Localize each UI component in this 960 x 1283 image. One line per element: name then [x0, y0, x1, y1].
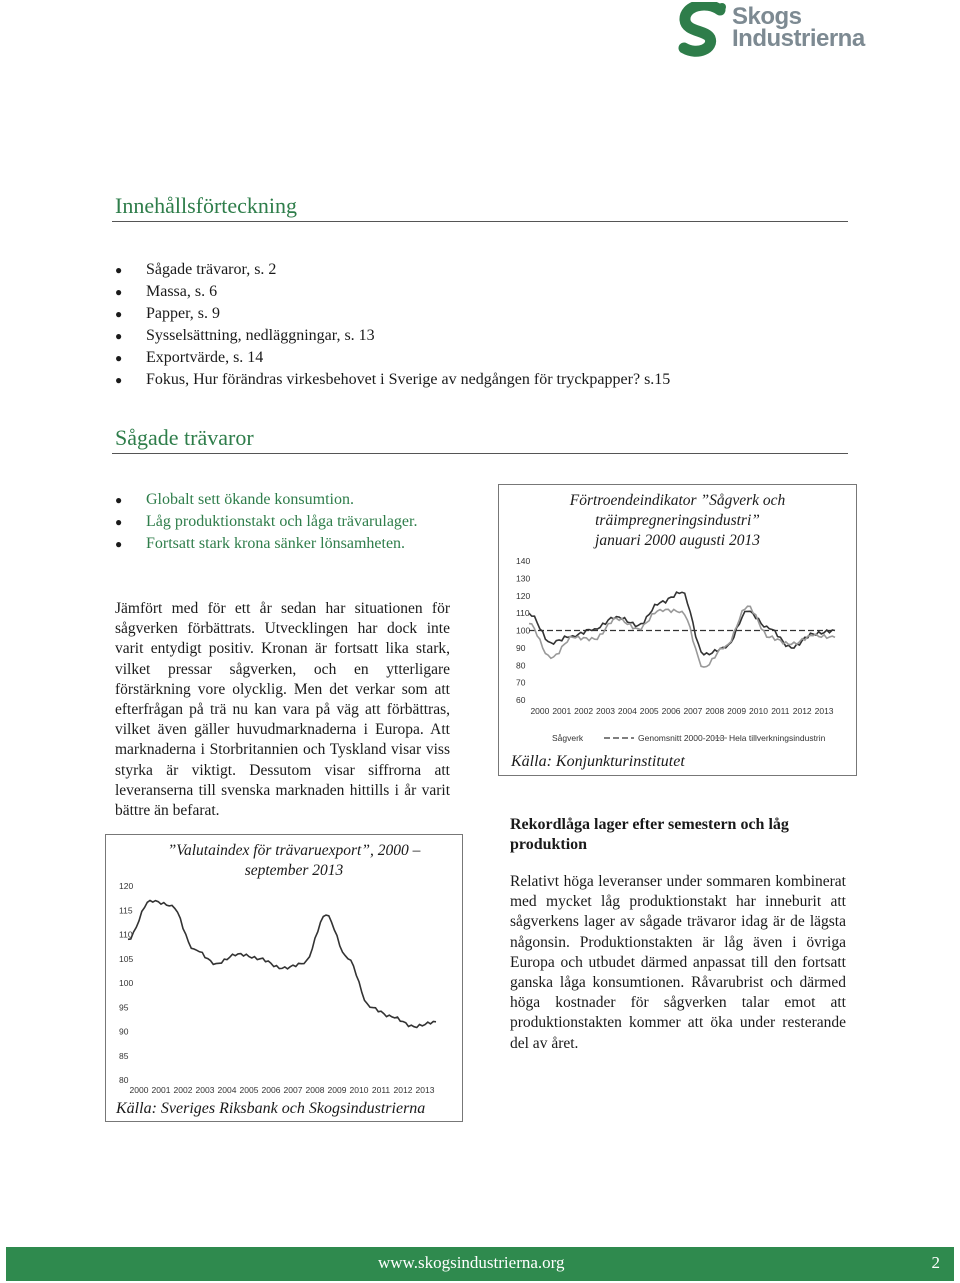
- section-bullet: ● Globalt sett ökande konsumtion.: [115, 489, 455, 511]
- confidence-chart-x-tick-label: 2005: [639, 706, 659, 716]
- confidence-chart-legend-label: Sågverk: [552, 733, 584, 743]
- currency-chart-y-tick-label: 95: [119, 1002, 129, 1013]
- confidence-chart-legend-label: Genomsnitt 2000-2013: [638, 733, 725, 743]
- confidence-chart-y-tick-label: 60: [516, 695, 526, 705]
- confidence-chart-x-tick-label: 2000: [530, 706, 550, 716]
- confidence-chart: [499, 485, 856, 755]
- confidence-chart-y-tick-label: 140: [516, 556, 531, 566]
- currency-chart-x-tick-label: 2003: [195, 1085, 215, 1095]
- toc-item: ● Massa, s. 6: [115, 281, 835, 303]
- currency-chart-y-tick-label: 100: [119, 978, 134, 988]
- toc-title: Innehållsförteckning: [115, 193, 298, 218]
- confidence-chart-x-tick-label: 2009: [727, 706, 747, 716]
- logo-line1: Skogs: [732, 3, 802, 30]
- logo-line2: Industrierna: [732, 25, 865, 52]
- section-bullets: [115, 489, 455, 555]
- confidence-chart-title-line: träimpregneringsindustri”: [595, 512, 760, 529]
- confidence-chart-title-line: januari 2000 augusti 2013: [595, 532, 760, 549]
- currency-chart-y-tick-label: 85: [119, 1050, 129, 1061]
- currency-chart-x-tick-label: 2006: [261, 1085, 281, 1095]
- currency-chart-x-tick-label: 2011: [371, 1085, 391, 1095]
- confidence-chart-legend-label: Hela tillverkningsindustrin: [729, 733, 826, 743]
- currency-chart-x-tick-label: 2007: [283, 1085, 303, 1095]
- currency-chart-title-line: ”Valutaindex för trävaruexport”, 2000 –: [167, 842, 421, 859]
- section-bullet: ● Fortsatt stark krona sänker lönsamheten.: [115, 533, 455, 555]
- confidence-chart-y-tick-label: 100: [516, 625, 531, 636]
- page-number: 2: [931, 1253, 940, 1272]
- confidence-chart-x-tick-label: 2007: [683, 706, 703, 716]
- currency-chart-title-line: september 2013: [244, 862, 344, 879]
- currency-chart-x-tick-label: 2004: [217, 1085, 237, 1095]
- currency-chart-x-tick-label: 2008: [305, 1085, 325, 1095]
- currency-chart-x-tick-label: 2009: [327, 1085, 347, 1095]
- currency-chart-x-tick-label: 2010: [349, 1085, 369, 1095]
- confidence-chart-x-tick-label: 2012: [792, 706, 812, 716]
- confidence-chart-y-tick-label: 80: [516, 660, 526, 671]
- confidence-chart-x-tick-label: 2011: [771, 706, 790, 716]
- confidence-chart-y-tick-label: 70: [516, 677, 526, 688]
- confidence-chart-y-tick-label: 110: [516, 608, 530, 619]
- confidence-chart-x-tick-label: 2001: [552, 706, 572, 716]
- toc-divider: [112, 221, 848, 222]
- currency-chart-x-tick-label: 2002: [173, 1085, 193, 1095]
- currency-chart-series-line-1: [128, 901, 436, 1028]
- right-paragraph: Relativt höga leveranser under sommaren kombinerat med mycket låg produktionstakt har inneburit att sågverkens lager av sågade trävaror idag är de lägsta någonsin. Produktionstakten är låg även i övriga Europa och utbudet därmed anpassat till den fortsatt ganska låga konsumtionen. Råvarubrist och därmed höga kostnader för sågverken talar emot att produktionstakten kommer att öka under resterande del av året.: [510, 873, 846, 1052]
- toc-item: ● Fokus, Hur förändras virkesbehovet i Sverige av nedgången för tryckpapper? s.15: [115, 369, 835, 391]
- confidence-chart-y-tick-label: 130: [516, 573, 531, 584]
- footer-url-link[interactable]: www.skogsindustrierna.org: [378, 1253, 565, 1272]
- section-divider: [112, 453, 848, 454]
- currency-chart-y-tick-label: 120: [119, 881, 134, 891]
- confidence-chart-x-tick-label: 2013: [814, 706, 834, 716]
- currency-chart-x-tick-label: 2005: [239, 1085, 259, 1095]
- confidence-chart-title-line: Förtroendeindikator ”Sågverk och: [569, 492, 786, 509]
- currency-chart-y-tick-label: 110: [119, 929, 133, 940]
- confidence-chart-y-tick-label: 90: [516, 642, 526, 653]
- toc-item: ● Sysselsättning, nedläggningar, s. 13: [115, 325, 835, 347]
- confidence-chart-x-tick-label: 2003: [596, 706, 615, 716]
- right-heading: Rekordlåga lager efter semestern och låg produktion: [510, 816, 789, 853]
- confidence-chart-series-line-1: [529, 592, 835, 655]
- confidence-chart-frame: [498, 484, 857, 776]
- currency-chart-x-tick-label: 2001: [151, 1085, 171, 1095]
- currency-chart-frame: [105, 834, 463, 1122]
- confidence-chart-x-tick-label: 2006: [661, 706, 681, 716]
- section-bullet: ● Låg produktionstakt och låga trävarulager.: [115, 511, 455, 533]
- currency-chart-y-tick-label: 90: [119, 1026, 129, 1037]
- currency-chart-x-tick-label: 2013: [415, 1085, 435, 1095]
- toc-list: [115, 259, 835, 391]
- currency-chart-y-tick-label: 80: [119, 1075, 129, 1085]
- confidence-chart-x-tick-label: 2002: [574, 706, 594, 716]
- currency-chart-y-tick-label: 115: [119, 905, 133, 916]
- confidence-chart-source: Källa: Konjunkturinstitutet: [511, 753, 685, 770]
- toc-item: ● Papper, s. 9: [115, 303, 835, 325]
- toc-item: ● Exportvärde, s. 14: [115, 347, 835, 369]
- currency-chart: [106, 835, 462, 1101]
- confidence-chart-x-tick-label: 2004: [617, 706, 637, 716]
- section-title: Sågade trävaror: [115, 425, 254, 450]
- currency-chart-source: Källa: Sveriges Riksbank och Skogsindustrierna: [116, 1100, 426, 1117]
- currency-chart-x-tick-label: 2012: [393, 1085, 413, 1095]
- footer-bar: [6, 1247, 954, 1281]
- confidence-chart-y-tick-label: 120: [516, 590, 531, 601]
- confidence-chart-x-tick-label: 2008: [705, 706, 725, 716]
- skogsindustrierna-logo: [676, 2, 886, 60]
- section-paragraph: Jämfört med för ett år sedan har situationen för sågverken förbättrats. Utvecklingen har dock inte varit entydigt positiv. Kronan är fortsatt lika stark, vilket pressar sågverken, och en ytterligare förstärkning vore olycklig. Men det verkar som att efterfrågan på trä nu kan vara på väg att förbättras, vilket även gäller huvudmarknaderna i Europa. Att marknaderna i Storbritannien och Tyskland visar viss styrka är viktigt. Dessutom visar siffrorna att leveranserna till svenska marknaden hittills i år varit bättre än befarat.: [115, 600, 450, 820]
- currency-chart-y-tick-label: 105: [119, 953, 134, 964]
- confidence-chart-x-tick-label: 2010: [749, 706, 768, 716]
- toc-item: ● Sågade trävaror, s. 2: [115, 259, 835, 281]
- logo-s-icon: [676, 2, 732, 60]
- currency-chart-x-tick-label: 2000: [129, 1085, 149, 1095]
